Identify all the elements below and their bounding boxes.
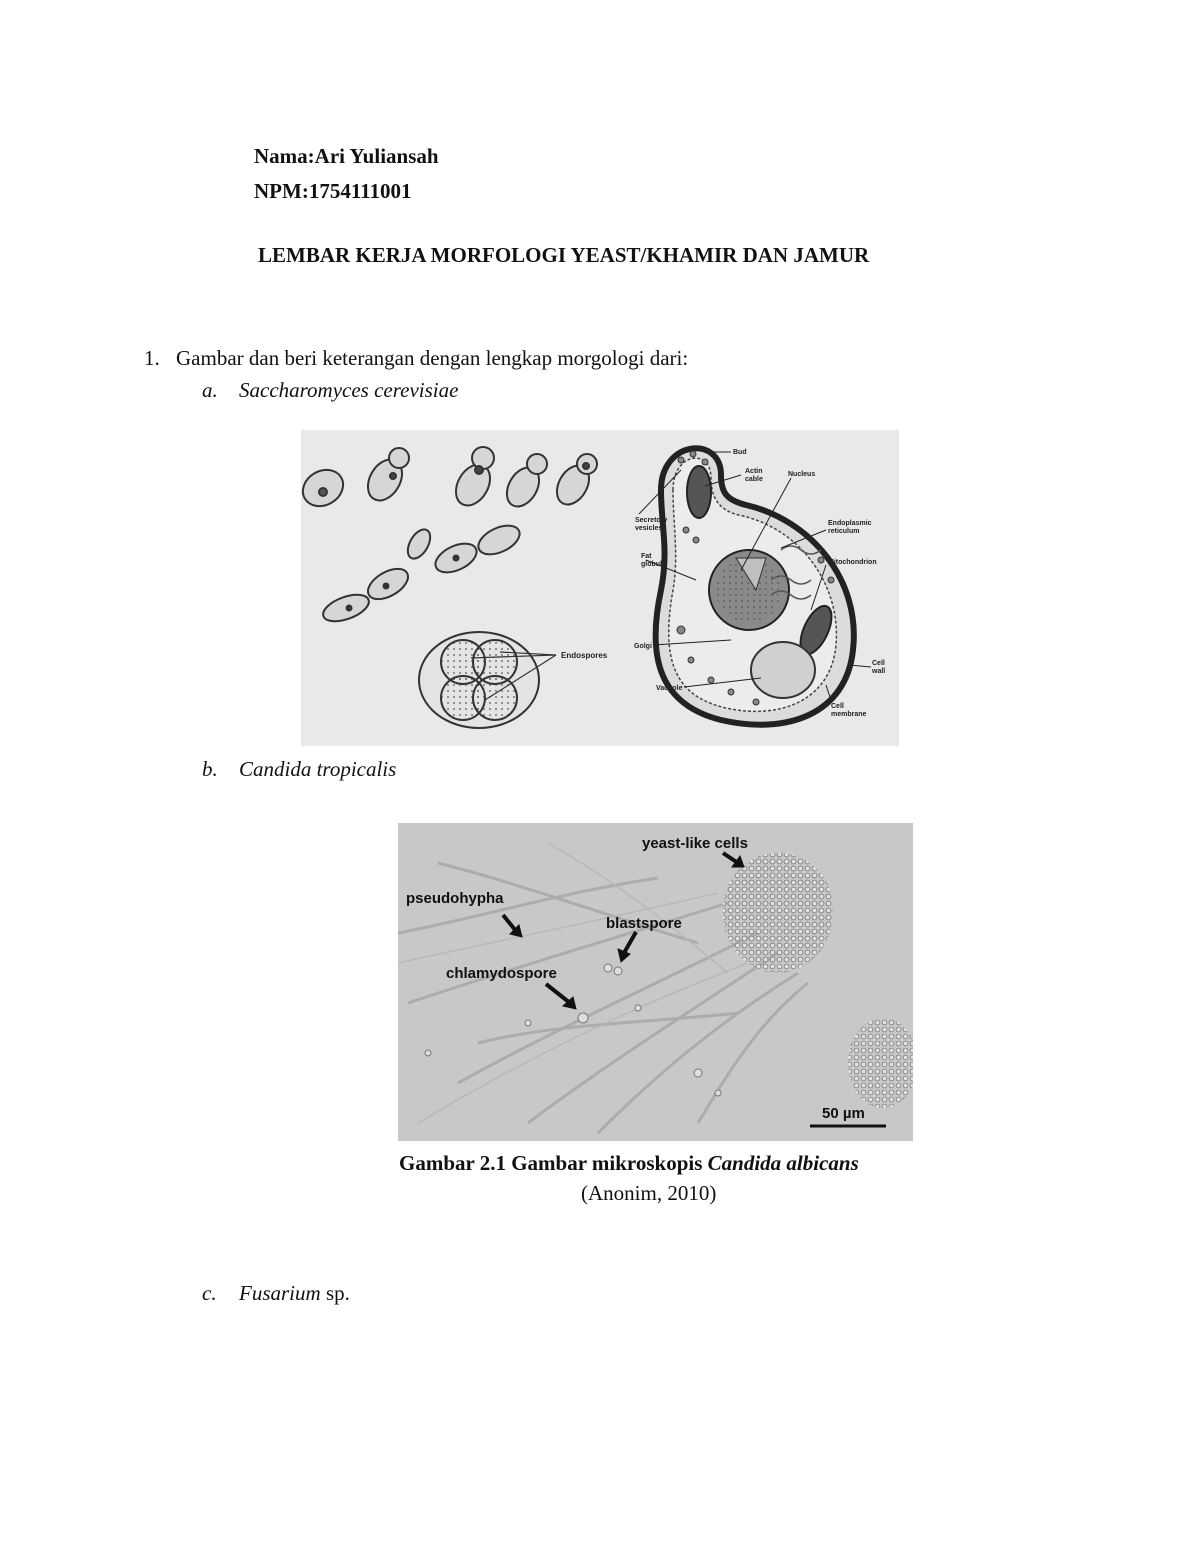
saccharomyces-diagram <box>301 430 899 746</box>
saccharomyces-diagram-svg <box>301 430 899 746</box>
label-yeast-like: yeast-like cells <box>642 835 748 852</box>
item-c-name: Fusarium <box>239 1281 321 1305</box>
candida-micrograph <box>398 823 913 1141</box>
label-secretory-1: Secretory <box>635 517 668 524</box>
npm-value: 1754111001 <box>308 179 412 203</box>
label-wall-2: wall <box>872 668 886 675</box>
caption-species: Candida albicans <box>707 1151 859 1175</box>
label-pseudohypha: pseudohypha <box>406 890 504 907</box>
item-c-letter: c. <box>202 1281 217 1305</box>
label-bud: Bud <box>733 449 747 456</box>
item-b-letter: b. <box>202 757 218 781</box>
label-er-2: reticulum <box>828 528 860 535</box>
name-value: Ari Yuliansah <box>314 144 439 168</box>
label-fat-2: globule <box>641 561 666 568</box>
figure-caption <box>399 1151 859 1175</box>
label-actin-2: cable <box>745 476 763 483</box>
label-membrane-1: Cell <box>831 703 844 710</box>
item-b-name: Candida tropicalis <box>239 757 397 781</box>
name-label: Nama: <box>254 144 315 168</box>
question-number: 1. <box>144 346 160 370</box>
npm-line <box>254 178 412 204</box>
label-wall-1: Cell <box>872 660 885 667</box>
label-actin-1: Actin <box>745 468 763 475</box>
label-er-1: Endoplasmic <box>828 520 872 527</box>
question-text: Gambar dan beri keterangan dengan lengkap morgologi dari: <box>176 346 689 370</box>
label-scale-bar: 50 µm <box>822 1105 865 1122</box>
label-nucleus: Nucleus <box>788 471 816 478</box>
label-fat-1: Fat <box>641 553 652 560</box>
npm-label: NPM: <box>254 179 309 203</box>
page-title: LEMBAR KERJA MORFOLOGI YEAST/KHAMIR DAN JAMUR <box>258 243 870 267</box>
label-secretory-2: vesicles <box>635 525 663 532</box>
label-vacuole: Vacuole <box>656 685 683 692</box>
label-chlamydospore: chlamydospore <box>446 965 557 982</box>
label-membrane-2: membrane <box>831 711 867 718</box>
candida-micrograph-svg <box>398 823 913 1141</box>
label-golgi: Golgi <box>634 643 652 650</box>
item-a-letter: a. <box>202 378 218 402</box>
name-line <box>254 143 439 169</box>
label-blastspore: blastspore <box>606 915 682 932</box>
item-c-line <box>239 1280 350 1306</box>
label-mitochondrion: Mitochondrion <box>828 559 877 566</box>
item-a-name: Saccharomyces cerevisiae <box>239 378 459 402</box>
caption-source: (Anonim, 2010) <box>581 1181 717 1205</box>
label-endospores: Endospores <box>561 651 608 660</box>
caption-prefix: Gambar 2.1 Gambar mikroskopis <box>399 1151 708 1175</box>
item-c-suffix: sp. <box>320 1281 350 1305</box>
